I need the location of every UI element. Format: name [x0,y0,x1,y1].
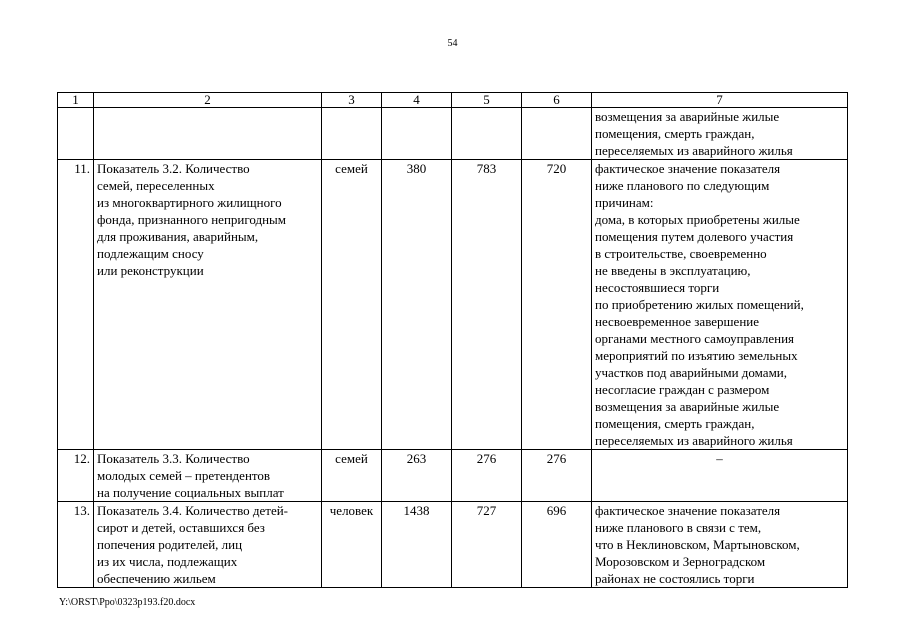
value-cell: 276 [522,450,592,502]
row-number: 11. [58,160,94,450]
row-number [58,108,94,160]
table-row [58,450,848,502]
indicator-name: Показатель 3.2. Количество семей, переселенных из многоквартирного жилищного фонда, признанного непригодным для проживания, аварийным, подлежащим сносу или реконструкции [94,160,322,450]
value-cell: 720 [522,160,592,450]
unit-cell: семей [322,160,382,450]
value-cell: 263 [382,450,452,502]
document-file-path: Y:\ORST\Ppo\0323p193.f20.docx [59,597,196,608]
column-header: 6 [522,93,592,108]
unit-cell [322,108,382,160]
table-row [58,502,848,588]
table-row [58,108,848,160]
indicator-name: Показатель 3.4. Количество детей- сирот и детей, оставшихся без попечения родителей, лиц из их числа, подлежащих обеспечению жильем [94,502,322,588]
indicator-name: Показатель 3.3. Количество молодых семей – претендентов на получение социальных выплат [94,450,322,502]
row-number: 12. [58,450,94,502]
value-cell: 696 [522,502,592,588]
unit-cell: семей [322,450,382,502]
table-row [58,160,848,450]
table-header-row [58,93,848,108]
column-header: 5 [452,93,522,108]
note-cell: фактическое значение показателя ниже планового по следующим причинам: дома, в которых приобретены жилые помещения путем долевого участия в строительстве, своевременно не введены в эксплуатацию, несостоявшиеся торги по приобретению жилых помещений, несвоевременное завершение органами местного самоуправления мероприятий по изъятию земельных участков под аварийными домами, несогласие граждан с размером возмещения за аварийные жилые помещения, смерть граждан, переселяемых из аварийного жилья [592,160,848,450]
unit-cell: человек [322,502,382,588]
value-cell [382,108,452,160]
value-cell: 380 [382,160,452,450]
value-cell: 276 [452,450,522,502]
row-number: 13. [58,502,94,588]
column-header: 7 [592,93,848,108]
indicator-name [94,108,322,160]
column-header: 2 [94,93,322,108]
note-cell: – [592,450,848,502]
note-cell: возмещения за аварийные жилые помещения, смерть граждан, переселяемых из аварийного жилья [592,108,848,160]
value-cell: 783 [452,160,522,450]
value-cell [452,108,522,160]
column-header: 4 [382,93,452,108]
column-header: 1 [58,93,94,108]
value-cell [522,108,592,160]
value-cell: 727 [452,502,522,588]
page-number: 54 [447,38,458,49]
indicators-table [57,92,848,588]
column-header: 3 [322,93,382,108]
value-cell: 1438 [382,502,452,588]
note-cell: фактическое значение показателя ниже планового в связи с тем, что в Неклиновском, Мартыновском, Морозовском и Зерноградском районах не состоялись торги [592,502,848,588]
